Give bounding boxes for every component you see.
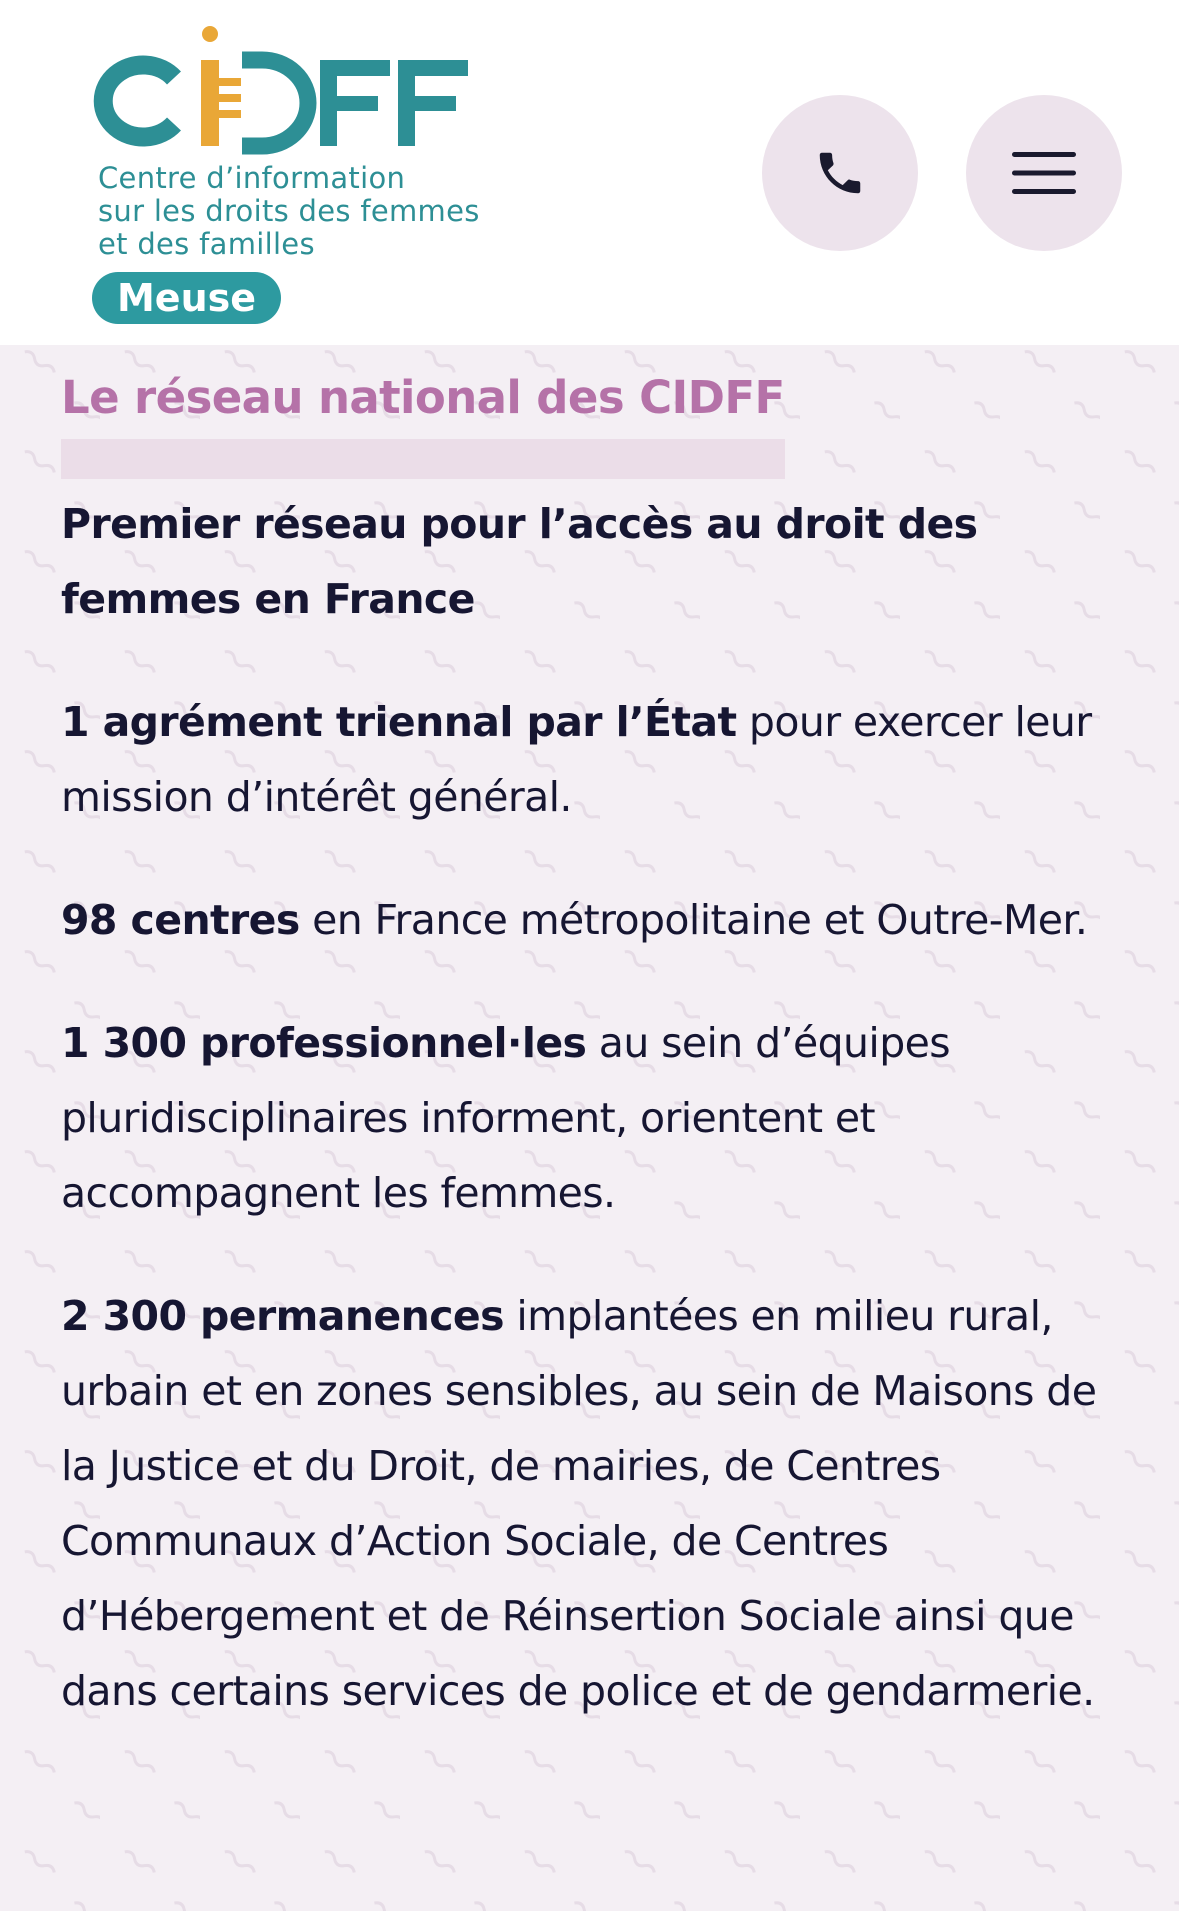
- stat-text: en France métropolitaine et Outre-Mer.: [299, 896, 1088, 944]
- stat-highlight: 2 300 permanences: [61, 1292, 504, 1340]
- title-highlight-bar: [61, 439, 785, 479]
- lead-statement: Premier réseau pour l’accès au droit des femmes en France: [61, 500, 978, 623]
- stat-highlight: 1 300 professionnel·les: [61, 1019, 587, 1067]
- menu-button[interactable]: [966, 95, 1122, 251]
- phone-icon: [813, 146, 867, 200]
- hamburger-menu-icon: [1012, 150, 1076, 196]
- logo-tagline-line: sur les droits des femmes: [98, 194, 480, 228]
- logo-tagline-line: et des familles: [98, 227, 315, 261]
- stat-highlight: 98 centres: [61, 896, 300, 944]
- section-title-text: Le réseau national des CIDFF: [61, 371, 785, 424]
- cidff-logo[interactable]: [92, 20, 552, 330]
- stat-paragraph: [61, 1006, 1121, 1231]
- stat-highlight: 1 agrément triennal par l’État: [61, 698, 737, 746]
- stat-text: au sein d’équipes pluridisciplinaires informent, orientent et accompagnent les femmes.: [61, 1019, 951, 1217]
- national-network-section: [0, 345, 1179, 1911]
- stat-text: implantées en milieu rural, urbain et en zones sensibles, au sein de Maisons de la Justice et du Droit, de mairies, de Centres Communaux d’Action Sociale, de Centres d’Hébergement et de Réinsertion Sociale ainsi que dans certains services de police et de gendarmerie.: [61, 1292, 1097, 1715]
- logo-region-badge: Meuse: [92, 272, 281, 324]
- section-content: [61, 345, 1121, 1770]
- stat-text: pour exercer leur mission d’intérêt général.: [61, 698, 1092, 821]
- phone-button[interactable]: [762, 95, 918, 251]
- site-header: [0, 0, 1179, 345]
- logo-tagline-line: Centre d’information: [98, 161, 406, 195]
- cidff-wordmark-logo: [92, 20, 502, 160]
- stat-paragraph: [61, 685, 1121, 835]
- stat-paragraph: [61, 1279, 1121, 1729]
- stat-paragraph: [61, 883, 1121, 958]
- section-title: [61, 365, 785, 431]
